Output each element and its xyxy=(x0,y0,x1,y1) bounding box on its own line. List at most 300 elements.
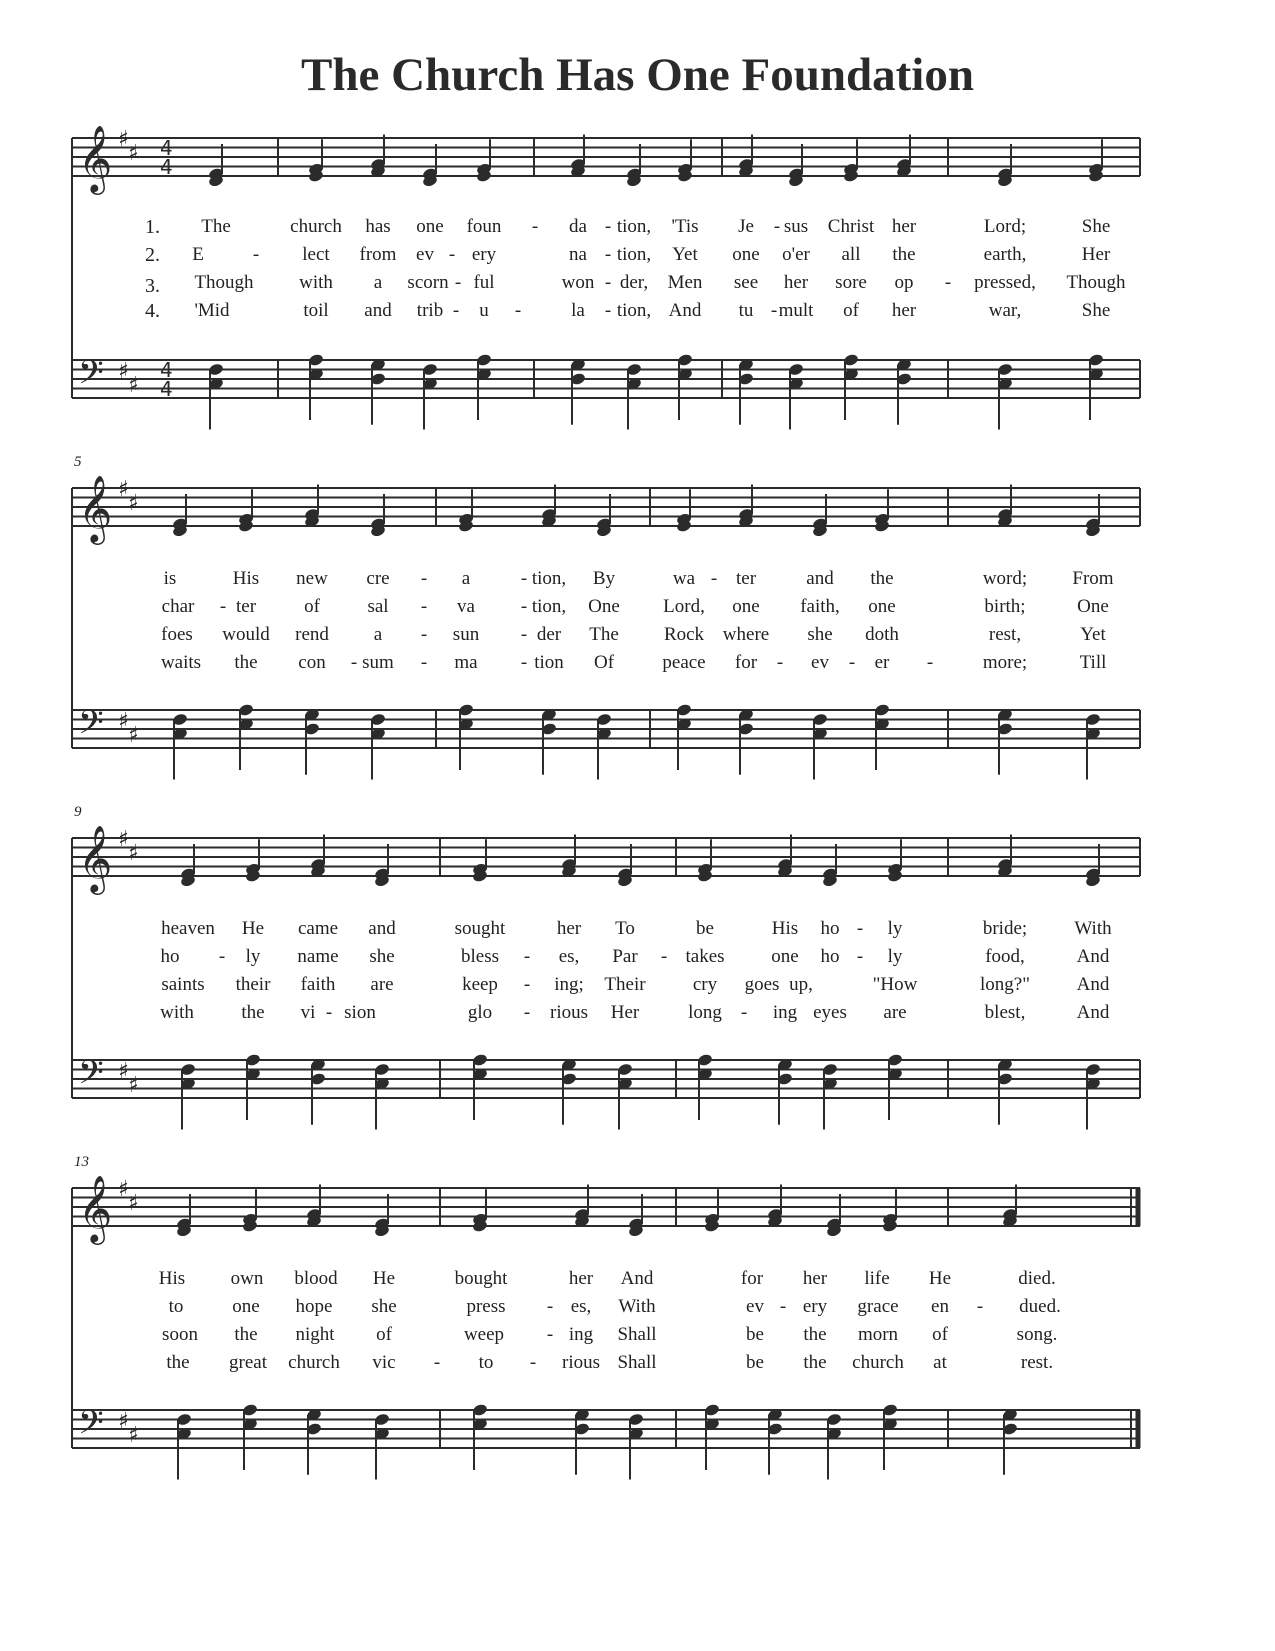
lyric-syllable: E xyxy=(192,244,204,265)
lyric-syllable: earth, xyxy=(983,244,1027,265)
lyric-syllable: song. xyxy=(1016,1324,1058,1345)
lyric-line-verse-2 xyxy=(0,1296,1275,1322)
lyric-line-verse-1 xyxy=(0,216,1275,242)
hyphen: - xyxy=(546,1296,554,1317)
lyric-syllable: with xyxy=(160,1002,194,1023)
lyric-syllable: Shall xyxy=(617,1352,657,1373)
hyphen: - xyxy=(350,652,358,673)
lyric-syllable: weep xyxy=(463,1324,505,1345)
lyric-syllable: ing xyxy=(568,1324,594,1345)
lyric-syllable: ly xyxy=(887,918,903,939)
lyric-syllable: blest, xyxy=(984,1002,1026,1023)
lyric-syllable: won xyxy=(561,272,595,293)
lyric-syllable: ery xyxy=(471,244,497,265)
lyric-line-verse-4 xyxy=(0,652,1275,678)
lyric-syllable: ly xyxy=(245,946,261,967)
lyric-syllable: And xyxy=(668,300,702,321)
hyphen: - xyxy=(604,272,612,293)
time-signature-numerator: 4 xyxy=(160,358,173,382)
lyric-syllable: she xyxy=(369,946,395,967)
lyric-syllable: ev xyxy=(416,244,434,265)
lyric-syllable: she xyxy=(371,1296,397,1317)
lyric-syllable: tion xyxy=(534,652,564,673)
lyric-syllable: He xyxy=(928,1268,952,1289)
hyphen: - xyxy=(420,596,428,617)
lyric-syllable: blood xyxy=(294,1268,338,1289)
lyric-syllable: sus xyxy=(783,216,809,237)
lyric-syllable: 'Mid xyxy=(194,300,230,321)
lyric-syllable: the xyxy=(803,1324,827,1345)
system-2 xyxy=(0,454,1275,800)
hyphen: - xyxy=(523,946,531,967)
lyric-syllable: ing; xyxy=(554,974,584,995)
lyric-syllable: would xyxy=(222,624,270,645)
lyric-syllable: church xyxy=(288,1352,340,1373)
lyric-syllable: glo xyxy=(467,1002,493,1023)
hyphen: - xyxy=(976,1296,984,1317)
lyric-syllable: own xyxy=(230,1268,264,1289)
lyric-syllable: He xyxy=(241,918,265,939)
lyric-syllable: the xyxy=(803,1352,827,1373)
lyric-syllable: eyes xyxy=(813,1002,847,1023)
lyric-syllable: ery xyxy=(802,1296,828,1317)
lyric-syllable: Men xyxy=(667,272,703,293)
lyric-syllable: ho xyxy=(160,946,180,967)
lyric-syllable: war, xyxy=(988,300,1022,321)
hyphen: - xyxy=(448,244,456,265)
lyric-syllable: cry xyxy=(692,974,718,995)
hyphen: - xyxy=(325,1002,333,1023)
lyric-syllable: rious xyxy=(550,1002,588,1023)
lyric-syllable: of xyxy=(843,300,859,321)
treble-clef-icon: 𝄞 xyxy=(78,1174,113,1242)
lyric-syllable: With xyxy=(1074,918,1112,939)
lyric-syllable: tion, xyxy=(616,300,652,321)
lyric-syllable: foes xyxy=(161,624,193,645)
bass-clef-icon: 𝄢 xyxy=(78,354,104,400)
hyphen: - xyxy=(520,568,528,589)
lyric-syllable: vi xyxy=(300,1002,316,1023)
lyric-syllable: life xyxy=(864,1268,890,1289)
lyric-syllable: peace xyxy=(662,652,706,673)
hyphen: - xyxy=(740,1002,748,1023)
lyric-syllable: op xyxy=(894,272,914,293)
lyric-syllable: Till xyxy=(1079,652,1107,673)
hyphen: - xyxy=(546,1324,554,1345)
lyric-syllable: One xyxy=(588,596,620,617)
hyphen: - xyxy=(660,946,668,967)
system-3 xyxy=(0,804,1275,1150)
lyric-syllable: mult xyxy=(778,300,814,321)
lyric-syllable: char xyxy=(161,596,195,617)
lyric-syllable: bride; xyxy=(982,918,1028,939)
lyric-syllable: with xyxy=(299,272,333,293)
lyric-syllable: press xyxy=(466,1296,506,1317)
lyric-syllable: food, xyxy=(985,946,1025,967)
sharp-c-icon: ♯ xyxy=(128,1191,139,1216)
lyric-syllable: bless xyxy=(461,946,499,967)
lyric-syllable: From xyxy=(1072,568,1114,589)
hyphen: - xyxy=(252,244,260,265)
lyric-syllable: tion, xyxy=(531,568,567,589)
hyphen: - xyxy=(944,272,952,293)
lyric-syllable: Her xyxy=(1081,244,1111,265)
lyric-syllable: came xyxy=(297,918,339,939)
lyric-syllable: na xyxy=(569,244,587,265)
lyric-syllable: church xyxy=(852,1352,904,1373)
hyphen: - xyxy=(420,568,428,589)
lyric-syllable: one xyxy=(232,1296,260,1317)
lyric-syllable: her xyxy=(568,1268,594,1289)
lyric-syllable: Rock xyxy=(663,624,705,645)
lyric-syllable: and xyxy=(364,300,392,321)
hyphen: - xyxy=(604,244,612,265)
hyphen: - xyxy=(454,272,462,293)
lyric-syllable: His xyxy=(771,918,799,939)
treble-clef-icon: 𝄞 xyxy=(78,124,113,192)
lyric-syllable: Christ xyxy=(827,216,875,237)
bass-clef-icon: 𝄢 xyxy=(78,1054,104,1100)
lyric-syllable: la xyxy=(571,300,585,321)
lyric-syllable: ing xyxy=(772,1002,798,1023)
hyphen: - xyxy=(219,596,227,617)
lyric-syllable: of xyxy=(304,596,320,617)
lyric-syllable: more; xyxy=(982,652,1028,673)
lyric-syllable: lect xyxy=(302,244,330,265)
lyric-syllable: her xyxy=(891,216,917,237)
lyric-syllable: see xyxy=(733,272,759,293)
lyric-line-verse-2 xyxy=(0,596,1275,622)
lyric-syllable: Though xyxy=(194,272,254,293)
lyric-syllable: ev xyxy=(746,1296,764,1317)
lyric-syllable: rend xyxy=(295,624,329,645)
lyric-syllable: o'er xyxy=(782,244,810,265)
sharp-f-icon: ♯ xyxy=(118,477,129,502)
lyric-syllable: And xyxy=(1076,974,1110,995)
lyric-syllable: all xyxy=(841,244,861,265)
lyric-syllable: a xyxy=(373,624,383,645)
lyric-syllable: where xyxy=(722,624,770,645)
lyric-syllable: their xyxy=(235,974,271,995)
lyric-syllable: be xyxy=(696,918,714,939)
measure-number: 13 xyxy=(74,1154,89,1170)
lyric-syllable: at xyxy=(933,1352,947,1373)
time-signature-denominator: 4 xyxy=(160,155,173,179)
sharp-f-icon: ♯ xyxy=(118,1177,129,1202)
lyric-syllable: one xyxy=(771,946,799,967)
hyphen: - xyxy=(520,624,528,645)
lyric-syllable: of xyxy=(932,1324,948,1345)
hyphen: - xyxy=(420,652,428,673)
lyric-syllable: cre xyxy=(366,568,390,589)
lyric-syllable: long?" xyxy=(980,974,1030,995)
lyric-line-verse-3 xyxy=(0,974,1275,1000)
lyric-syllable: are xyxy=(883,1002,907,1023)
lyric-syllable: Of xyxy=(593,652,615,673)
treble-clef-icon: 𝄞 xyxy=(78,474,113,542)
sharp-c-icon: ♯ xyxy=(128,841,139,866)
lyric-line-verse-2 xyxy=(0,946,1275,972)
lyric-syllable: one xyxy=(416,216,444,237)
sharp-f-icon: ♯ xyxy=(118,827,129,852)
sharp-f-icon: ♯ xyxy=(118,1409,129,1434)
lyric-syllable: dued. xyxy=(1019,1296,1061,1317)
measure-number: 5 xyxy=(74,454,82,470)
lyric-syllable: sal xyxy=(367,596,389,617)
hyphen: - xyxy=(856,918,864,939)
lyric-syllable: the xyxy=(234,1324,258,1345)
lyric-syllable: es, xyxy=(558,946,580,967)
lyric-syllable: takes xyxy=(685,946,725,967)
lyric-syllable: By xyxy=(592,568,616,589)
sharp-c-icon: ♯ xyxy=(128,373,139,398)
hyphen: - xyxy=(420,624,428,645)
lyric-syllable: Je xyxy=(738,216,754,237)
lyric-syllable: Yet xyxy=(1080,624,1106,645)
lyric-syllable: sore xyxy=(835,272,867,293)
lyric-syllable: Yet xyxy=(672,244,698,265)
lyric-syllable: The xyxy=(589,624,619,645)
lyric-syllable: Her xyxy=(610,1002,640,1023)
treble-clef-icon: 𝄞 xyxy=(78,824,113,892)
lyric-syllable: der, xyxy=(619,272,649,293)
lyric-syllable: heaven xyxy=(161,918,215,939)
lyric-syllable: She xyxy=(1081,216,1111,237)
sharp-c-icon: ♯ xyxy=(128,723,139,748)
lyric-syllable: And xyxy=(1076,946,1110,967)
hyphen: - xyxy=(531,216,539,237)
lyric-syllable: and xyxy=(368,918,396,939)
lyric-syllable: tu xyxy=(738,300,754,321)
lyric-syllable: to xyxy=(168,1296,184,1317)
lyric-syllable: va xyxy=(457,596,475,617)
lyric-syllable: long xyxy=(688,1002,722,1023)
lyric-syllable: His xyxy=(158,1268,186,1289)
lyric-syllable: 'Tis xyxy=(671,216,699,237)
lyric-syllable: ev xyxy=(811,652,829,673)
lyric-syllable: from xyxy=(359,244,397,265)
lyric-line-verse-1 xyxy=(0,1268,1275,1294)
sharp-f-icon: ♯ xyxy=(118,1059,129,1084)
lyric-syllable: soon xyxy=(162,1324,198,1345)
lyric-line-verse-4 xyxy=(0,1352,1275,1378)
lyric-syllable: Par xyxy=(612,946,638,967)
lyric-syllable: ter xyxy=(235,596,257,617)
lyric-syllable: hope xyxy=(295,1296,333,1317)
verse-number: 4. xyxy=(145,300,160,322)
lyric-syllable: scorn xyxy=(407,272,449,293)
lyric-syllable: the xyxy=(234,652,258,673)
lyric-syllable: foun xyxy=(466,216,502,237)
lyric-syllable: And xyxy=(620,1268,654,1289)
lyric-syllable: pressed, xyxy=(974,272,1036,293)
lyric-syllable: church xyxy=(290,216,342,237)
lyric-syllable: faith, xyxy=(800,596,840,617)
lyric-syllable: ma xyxy=(454,652,478,673)
lyric-syllable: her xyxy=(891,300,917,321)
lyric-syllable: a xyxy=(461,568,471,589)
lyric-syllable: sought xyxy=(454,918,506,939)
lyric-syllable: vic xyxy=(372,1352,396,1373)
lyric-syllable: faith xyxy=(300,974,336,995)
bass-clef-icon: 𝄢 xyxy=(78,1404,104,1450)
sharp-c-icon: ♯ xyxy=(128,1073,139,1098)
hyphen: - xyxy=(218,946,226,967)
bass-clef-icon: 𝄢 xyxy=(78,704,104,750)
sharp-f-icon: ♯ xyxy=(118,709,129,734)
lyric-syllable: be xyxy=(746,1324,764,1345)
hyphen: - xyxy=(523,1002,531,1023)
lyric-syllable: died. xyxy=(1018,1268,1056,1289)
lyric-syllable: Lord; xyxy=(983,216,1027,237)
hyphen: - xyxy=(604,216,612,237)
lyric-syllable: trib xyxy=(416,300,444,321)
lyric-syllable: rest. xyxy=(1020,1352,1054,1373)
lyric-syllable: And xyxy=(1076,1002,1110,1023)
lyric-line-verse-4 xyxy=(0,1002,1275,1028)
lyric-syllable: the xyxy=(870,568,894,589)
hyphen: - xyxy=(926,652,934,673)
lyric-syllable: grace xyxy=(857,1296,899,1317)
lyric-syllable: wa xyxy=(672,568,696,589)
lyric-syllable: u xyxy=(479,300,489,321)
system-4 xyxy=(0,1154,1275,1500)
lyric-syllable: tion, xyxy=(616,216,652,237)
lyric-syllable: her xyxy=(556,918,582,939)
hyphen: - xyxy=(514,300,522,321)
lyric-syllable: one xyxy=(868,596,896,617)
lyric-syllable: the xyxy=(892,244,916,265)
lyric-line-verse-3 xyxy=(0,624,1275,650)
lyric-syllable: waits xyxy=(160,652,202,673)
lyric-syllable: to xyxy=(478,1352,494,1373)
verse-number: 1. xyxy=(145,216,160,238)
lyric-syllable: keep xyxy=(462,974,498,995)
lyric-syllable: word; xyxy=(982,568,1028,589)
lyric-syllable: en xyxy=(931,1296,949,1317)
lyric-syllable: He xyxy=(372,1268,396,1289)
lyric-syllable: be xyxy=(746,1352,764,1373)
lyric-syllable: new xyxy=(296,568,328,589)
lyric-syllable: name xyxy=(297,946,339,967)
measure-number: 9 xyxy=(74,804,82,820)
lyric-line-verse-3 xyxy=(0,272,1275,298)
lyric-line-verse-3 xyxy=(0,1324,1275,1350)
lyric-syllable: great xyxy=(229,1352,267,1373)
hyphen: - xyxy=(604,300,612,321)
lyric-syllable: Lord, xyxy=(663,596,705,617)
lyric-syllable: has xyxy=(365,216,391,237)
lyric-syllable: sun xyxy=(452,624,480,645)
lyric-syllable: ho xyxy=(820,918,840,939)
lyric-syllable: ho xyxy=(820,946,840,967)
lyric-line-verse-2 xyxy=(0,244,1275,270)
lyric-line-verse-1 xyxy=(0,568,1275,594)
lyric-line-verse-4 xyxy=(0,300,1275,326)
lyric-syllable: of xyxy=(376,1324,392,1345)
hyphen: - xyxy=(773,216,781,237)
lyric-syllable: His xyxy=(232,568,260,589)
lyric-syllable: night xyxy=(295,1324,335,1345)
lyric-syllable: The xyxy=(201,216,231,237)
lyric-syllable: "How xyxy=(872,974,918,995)
hyphen: - xyxy=(776,652,784,673)
lyric-syllable: Though xyxy=(1066,272,1126,293)
lyric-syllable: one xyxy=(732,596,760,617)
lyric-syllable: is xyxy=(163,568,177,589)
lyric-syllable: sum xyxy=(362,652,394,673)
verse-number: 3. xyxy=(145,275,160,297)
hyphen: - xyxy=(710,568,718,589)
lyric-syllable: tion, xyxy=(616,244,652,265)
lyric-syllable: for xyxy=(740,1268,764,1289)
lyric-syllable: saints xyxy=(161,974,205,995)
hyphen: - xyxy=(770,300,778,321)
page-title: The Church Has One Foundation xyxy=(301,49,974,101)
lyric-syllable: the xyxy=(166,1352,190,1373)
lyric-syllable: bought xyxy=(454,1268,508,1289)
hyphen: - xyxy=(523,974,531,995)
lyric-syllable: rious xyxy=(562,1352,600,1373)
lyric-syllable: for xyxy=(734,652,758,673)
lyric-syllable: doth xyxy=(865,624,899,645)
lyric-syllable: da xyxy=(569,216,587,237)
time-signature-numerator: 4 xyxy=(160,136,173,160)
system-1 xyxy=(0,120,1275,450)
hyphen: - xyxy=(520,652,528,673)
lyric-syllable: ter xyxy=(735,568,757,589)
hyphen: - xyxy=(520,596,528,617)
lyric-syllable: her xyxy=(783,272,809,293)
lyric-syllable: ly xyxy=(887,946,903,967)
lyric-syllable: birth; xyxy=(984,596,1026,617)
lyric-syllable: con xyxy=(298,652,326,673)
lyric-syllable: Shall xyxy=(617,1324,657,1345)
lyric-syllable: a xyxy=(373,272,383,293)
sharp-c-icon: ♯ xyxy=(128,1423,139,1448)
lyric-syllable: One xyxy=(1077,596,1109,617)
lyric-syllable: tion, xyxy=(531,596,567,617)
lyric-syllable: goes xyxy=(744,974,780,995)
lyric-syllable: sion xyxy=(344,1002,376,1023)
lyric-syllable: der xyxy=(536,624,562,645)
lyric-line-verse-1 xyxy=(0,918,1275,944)
hyphen: - xyxy=(779,1296,787,1317)
lyric-syllable: she xyxy=(807,624,833,645)
lyric-syllable: es, xyxy=(570,1296,592,1317)
lyric-syllable: and xyxy=(806,568,834,589)
sharp-c-icon: ♯ xyxy=(128,141,139,166)
hyphen: - xyxy=(848,652,856,673)
sharp-f-icon: ♯ xyxy=(118,127,129,152)
lyric-syllable: ful xyxy=(473,272,495,293)
hyphen: - xyxy=(452,300,460,321)
lyric-syllable: rest, xyxy=(988,624,1022,645)
sharp-c-icon: ♯ xyxy=(128,491,139,516)
lyric-syllable: To xyxy=(615,918,635,939)
hyphen: - xyxy=(529,1352,537,1373)
lyric-syllable: her xyxy=(802,1268,828,1289)
time-signature-denominator: 4 xyxy=(160,377,173,401)
lyric-syllable: She xyxy=(1081,300,1111,321)
hyphen: - xyxy=(433,1352,441,1373)
lyric-syllable: er xyxy=(874,652,890,673)
lyric-syllable: the xyxy=(241,1002,265,1023)
hyphen: - xyxy=(856,946,864,967)
sharp-f-icon: ♯ xyxy=(118,359,129,384)
lyric-syllable: toil xyxy=(303,300,329,321)
lyric-syllable: are xyxy=(370,974,394,995)
